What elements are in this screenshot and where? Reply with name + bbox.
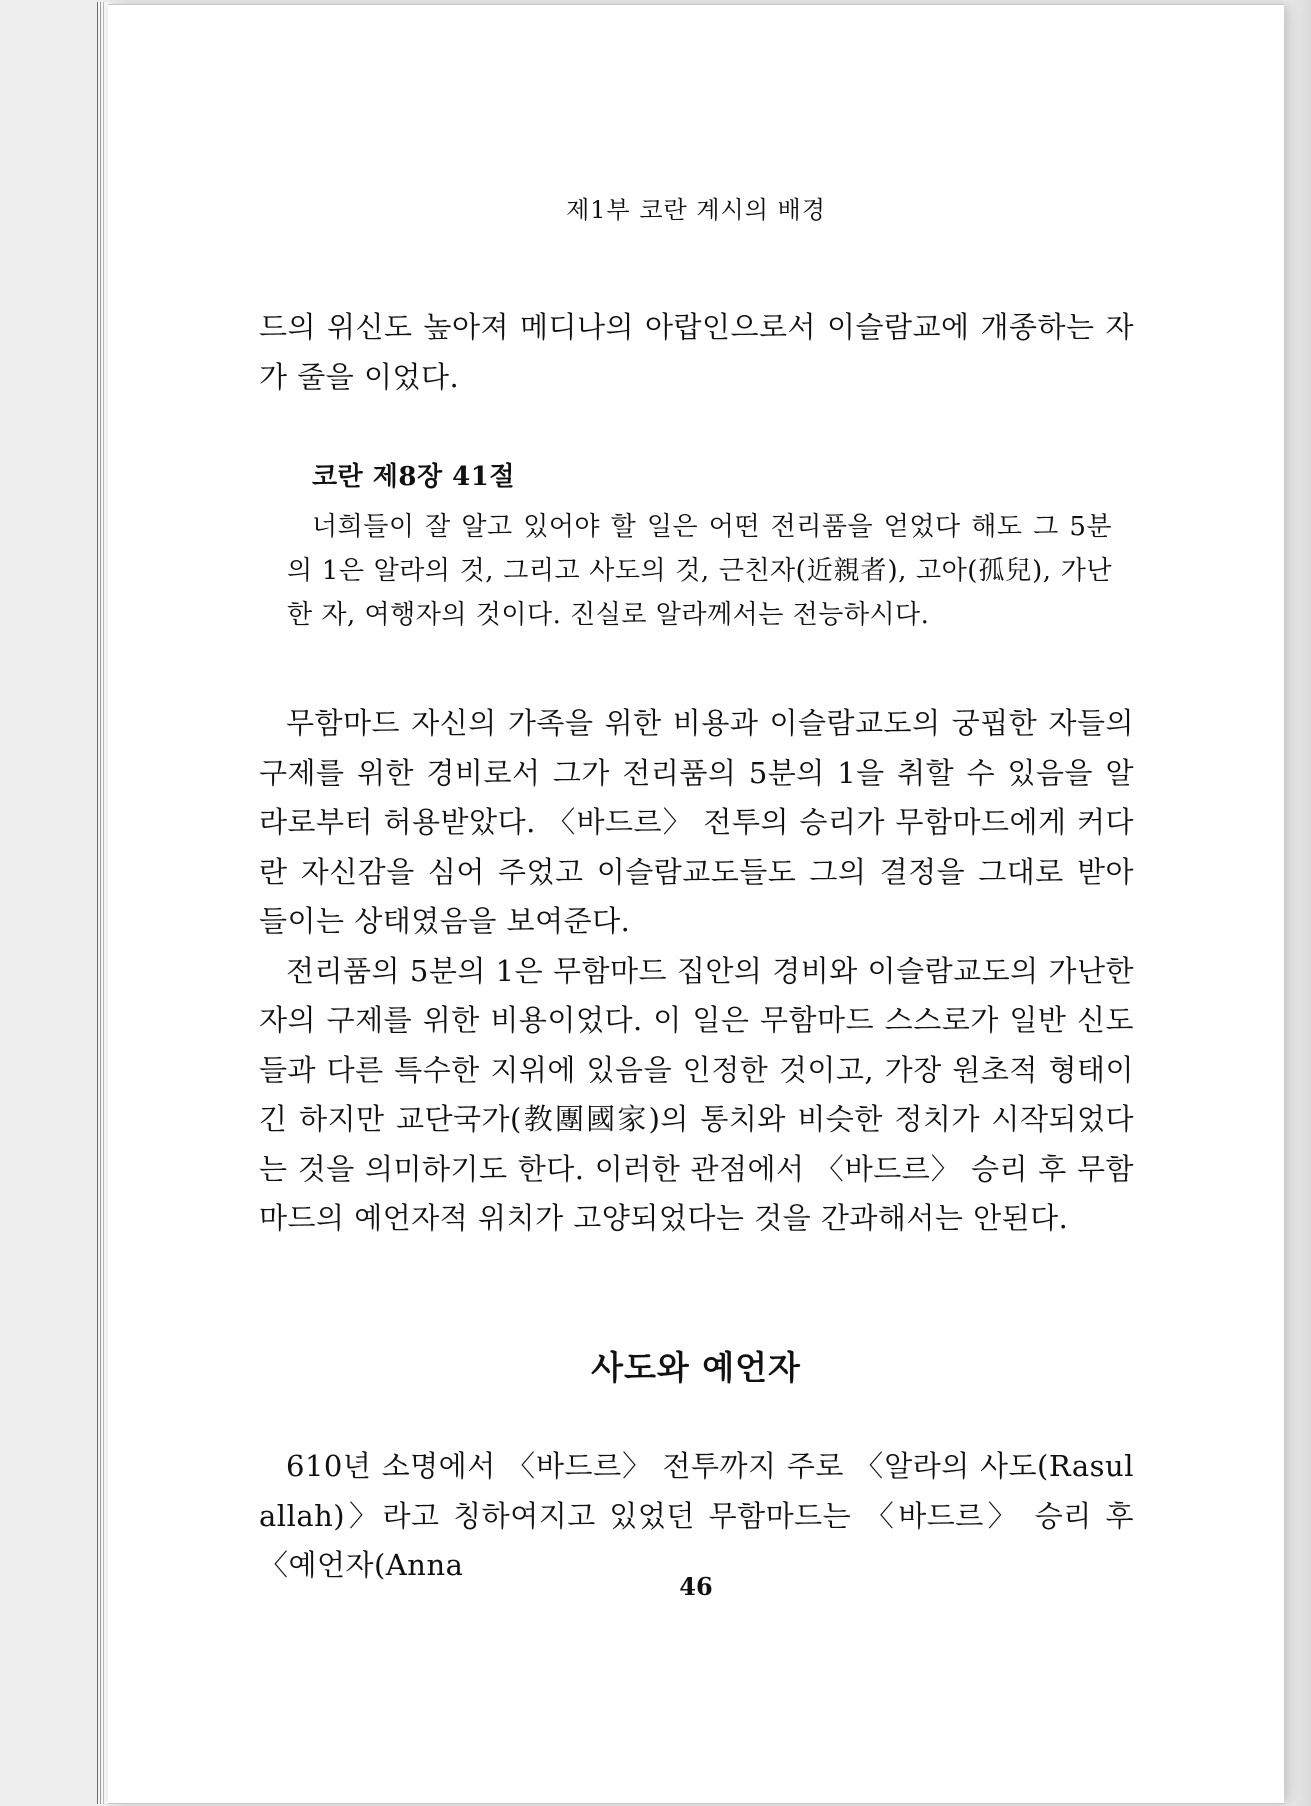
body-paragraph: 무함마드 자신의 가족을 위한 비용과 이슬람교도의 궁핍한 자들의 구제를 위한 경비로서 그가 전리품의 5분의 1을 취할 수 있음을 알라로부터 허용받았다. 〈바드르〉 전투의 승리가 무함마드에게 커다란 자신감을 심어 주었고 이슬람교도들도 그의 결정을 그대로 받아들이는 상태였음을 보여준다.: [259, 706, 1134, 938]
page-number: 46: [679, 1572, 713, 1601]
section-paragraph-block: [259, 1442, 1134, 1591]
body-paragraphs: [259, 699, 1134, 1244]
section-title: 사도와 예언자: [591, 1348, 801, 1387]
running-head: 제1부 코란 계시의 배경: [566, 196, 826, 224]
body-paragraph: 전리품의 5분의 1은 무함마드 집안의 경비와 이슬람교도의 가난한 자의 구제를 위한 비용이었다. 이 일은 무함마드 스스로가 일반 신도들과 다른 특수한 지위에 있음을 인정한 것이고, 가장 원초적 형태이긴 하지만 교단국가(教團國家)의 통치와 비슷한 정치가 시작되었다는 것을 의미하기도 한다. 이러한 관점에서 〈바드르〉 승리 후 무함마드의 예언자적 위치가 고양되었다는 것을 간과해서는 안된다.: [259, 953, 1134, 1235]
quran-quote: [287, 455, 1112, 637]
quote-title: 코란 제8장 41절: [312, 462, 515, 492]
page-shadow: [1287, 0, 1311, 1806]
intro-paragraph-block: [259, 303, 1134, 402]
quote-text: 너희들이 잘 알고 있어야 할 일은 어떤 전리품을 얻었다 해도 그 5분의 1은 알라의 것, 그리고 사도의 것, 근친자(近親者), 고아(孤兒), 가난한 자, 여행자의 것이다. 진실로 알라께서는 전능하시다.: [287, 512, 1112, 630]
section-paragraph: 610년 소명에서 〈바드르〉 전투까지 주로 〈알라의 사도(Rasul allah)〉라고 칭하여지고 있었던 무함마드는 〈바드르〉 승리 후 〈예언자(Anna: [259, 1449, 1134, 1582]
intro-paragraph: 드의 위신도 높아져 메디나의 아랍인으로서 이슬람교에 개종하는 자가 줄을 이었다.: [259, 310, 1134, 394]
